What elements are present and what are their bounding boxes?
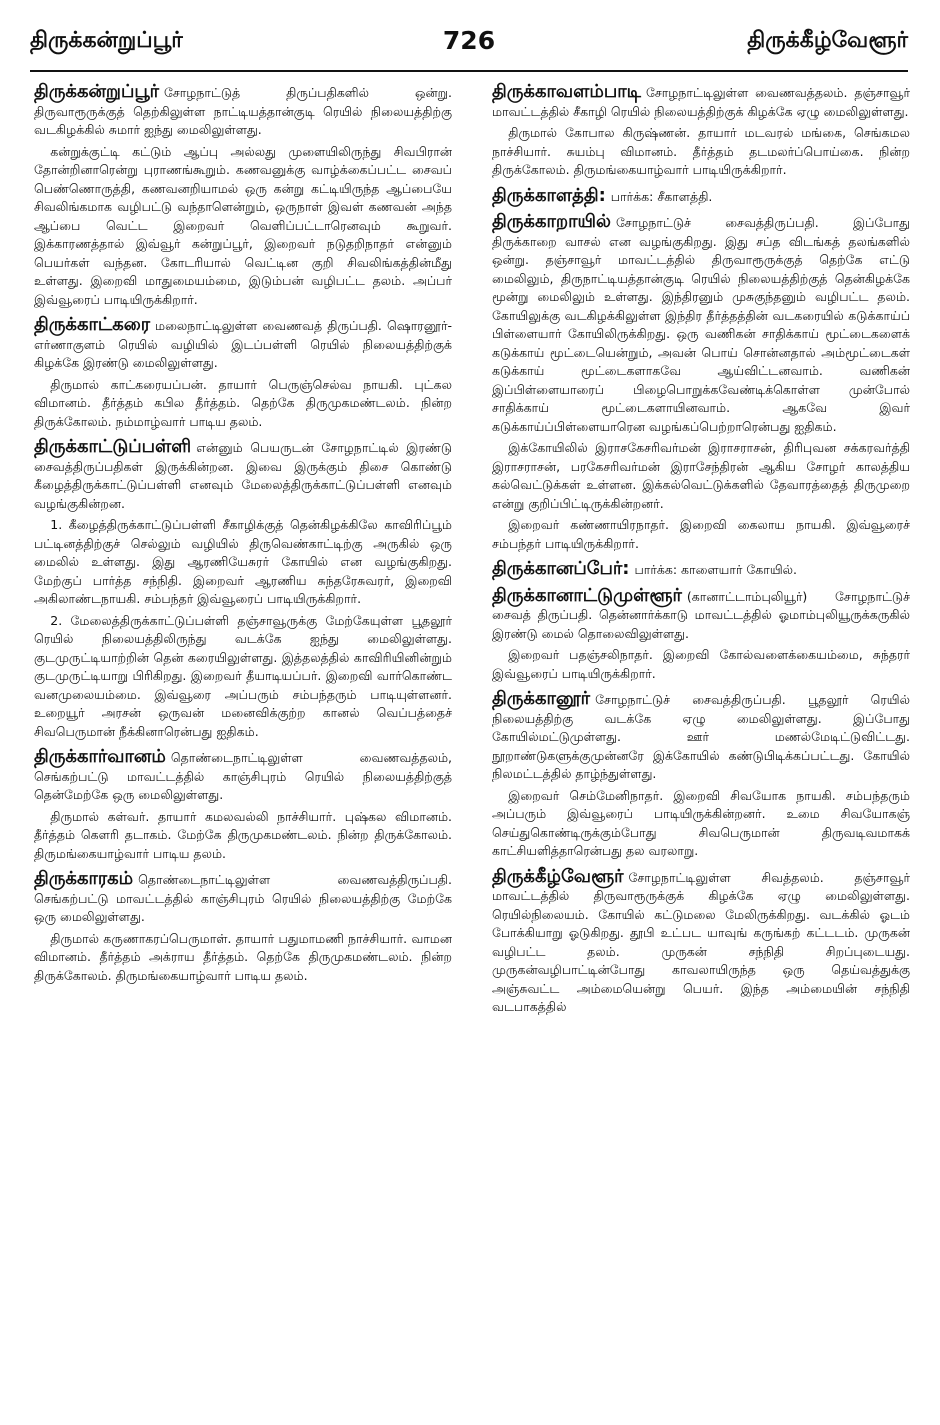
entry-headword: திருக்காட்கரை <box>34 314 151 335</box>
entry-headword: திருக்கன்றுப்பூர் <box>34 82 159 102</box>
entry-paragraph: திருமால் கள்வர். தாயார் கமலவல்லி நாச்சியார். புஷ்கல விமானம். தீர்த்தம் கௌரி தடாகம். மேற்கே திருமுகமண்டலம். நின்ற திருக்கோலம். திருமங்கையாழ்வார் பாடிய தலம். <box>34 808 452 861</box>
entry-paragraph: திருமால் காட்கரையப்பன். தாயார் பெருஞ்செல்வ நாயகி. புட்கல விமானம். தீர்த்தம் கபில தீர்த்தம். தெற்கே திருமுகமண்டலம். நின்ற திருக்கோலம். நம்மாழ்வார் பாடிய தலம். <box>34 376 452 429</box>
entry-headword: திருக்கானூர் <box>492 688 591 709</box>
entry-paragraph <box>492 82 910 121</box>
entry-headword: திருக்கார்வானம் <box>34 746 166 767</box>
entry-headword: திருக்காறாயில் <box>492 211 611 232</box>
entry-text: மலைநாட்டிலுள்ள வைணவத் திருப்பதி. ஷொரனூர்-எர்ணாகுளம் ரெயில் வழியில் இடப்பள்ளி ரெயில் நிலையத்திற்குக் கிழக்கே இரண்டு மைலிலுள்ளது. <box>34 318 452 370</box>
page-header <box>30 12 908 62</box>
entry-paragraph: திருமால் கருணாகரப்பெருமாள். தாயார் பதுமாமணி நாச்சியார். வாமன விமானம். தீர்த்தம் அக்ராய தீர்த்தம். தெற்கே திருமுகமண்டலம். நின்ற திருக்கோலம். திருமங்கையாழ்வார் பாடிய தலம். <box>34 930 452 983</box>
entry-headword: திருக்கீழ்வேளூர் <box>492 865 624 887</box>
entry-text: சோழநாட்டுச் சைவத்திருப்பதி. பூதலூர் ரெயில் நிலையத்திற்கு வடக்கே ஏழு மைலிலுள்ளது. இப்போது கோயில்மட்டுமுள்ளது. ஊர் மணல்மேடிட்டுவிட்டது. நூறாண்டுகளுக்குமுன்னரே இக்கோயில் கண்டுபிடிக்கப்பட்டது. கோயில் நிலமட்டத்தில் தாழ்ந்துள்ளது. <box>492 692 910 781</box>
entry-text: என்னும் பெயருடன் சோழநாட்டில் இரண்டு சைவத்திருப்பதிகள் இருக்கின்றன. இவை இருக்கும் திசை கொண்டு கீழைத்திருக்காட்டுப்பள்ளி எனவும் மேலைத்திருக்காட்டுப்பள்ளி எனவும் வழங்குகின்றன. <box>34 440 452 511</box>
entry-paragraph: இறைவர் பதஞ்சலிநாதர். இறைவி கோல்வளைக்கையம்மை, சுந்தரர் இவ்வூரைப் பாடியிருக்கிறார். <box>492 647 910 681</box>
entry-paragraph <box>492 689 910 784</box>
entry <box>492 212 910 553</box>
entry-text: சோழநாட்டிலுள்ள வைணவத்தலம். தஞ்சாவூர் மாவட்டத்தில் சீகாழி ரெயில் நிலையத்திற்குக் கிழக்கே ஏழு மைலிலுள்ளது. <box>492 85 910 119</box>
header-rule <box>30 70 908 72</box>
page-number: 726 <box>442 26 496 55</box>
entry-paragraph <box>492 212 910 436</box>
entry-text: (கானாட்டாம்புலியூர்) சோழநாட்டுச் சைவத் திருப்பதி. தென்னார்க்காடு மாவட்டத்தில் ஓமாம்புலியூருக்கருகில் இரண்டு மைல் தொலைவிலுள்ளது. <box>492 588 910 641</box>
entry-paragraph: இக்கோயிலில் இராசகேசரிவர்மன் இராசராசன், திரிபுவன சக்கரவர்த்தி இராசராசன், பரகேசரிவர்மன் இராசேந்திரன் ஆகிய சோழர் காலத்திய கல்வெட்டுக்கள் உள்ளன. இக்கல்வெட்டுக்களில் தேவாரத்தைத் திருமுறை என்று குறிப்பிட்டிருக்கின்றனர். <box>492 440 910 511</box>
entry-text: தொண்டைநாட்டிலுள்ள வைணவத்திருப்பதி. செங்கற்பட்டு மாவட்டத்தில் காஞ்சிபுரம் ரெயில் நிலையத்திற்கு மேற்கே ஒரு மைலிலுள்ளது. <box>34 872 452 924</box>
entry-paragraph <box>492 559 910 580</box>
entry <box>34 869 452 985</box>
entry-headword: திருக்காளத்தி: <box>492 184 606 206</box>
entry-paragraph: 2. மேலைத்திருக்காட்டுப்பள்ளி தஞ்சாவூருக்கு மேற்கேயுள்ள பூதலூர் ரெயில் நிலையத்திலிருந்து வடக்கே ஐந்து மைலிலுள்ளது. குடமுருட்டியாற்றின் தென் கரையிலுள்ளது. இத்தலத்தில் காவிரியினின்றும் குடமுருட்டியாறு பிரிகிறது. இறைவர் தீயாடியப்பர். இறைவி வார்கொண்ட வனமுலையம்மை. இவ்வூரை அப்பரும் சம்பந்தரும் பாடியுள்ளனர். உறையூர் அரசன் ஒருவன் மனைவிக்குற்ற கானல் வெப்பத்தைச் சிவபெருமான் நீக்கினாரென்பது ஐதிகம். <box>34 612 452 739</box>
entry-headword: திருக்கானப்பேர்: <box>492 558 630 579</box>
left-column <box>34 82 452 1407</box>
entry-text: சோழநாட்டிலுள்ள சிவத்தலம். தஞ்சாவூர் மாவட்டத்தில் திருவாரூருக்குக் கிழக்கே ஏழு மைலிலுள்ளது. ரெயில்நிலையம். கோயில் கட்டுமலை மேலிருக்கிறது. வடக்கில் ஓடம் போக்கியாறு ஓடுகிறது. தூபி உட்பட யாவுங் கருங்கற் கட்டடம். முருகன் வழிபட்ட தலம். முருகன் சந்நிதி சிறப்புடையது. முருகன்வழிபாட்டின்போது காவலாயிருந்த ஒரு தெய்வத்துக்கு அஞ்சுவட்ட அம்மையென்று பெயர். இந்த அம்மையின் சந்நிதி வடபாகத்தில் <box>492 869 910 1014</box>
entry-headword: திருக்கானாட்டுமுள்ளூர் <box>492 584 682 606</box>
entry <box>492 586 910 684</box>
header-left-headword: திருக்கன்றுப்பூர் <box>30 28 183 53</box>
entry <box>492 559 910 580</box>
entry <box>492 186 910 207</box>
entry-paragraph <box>34 437 452 513</box>
entry-paragraph: கன்றுக்குட்டி கட்டும் ஆப்பு அல்லது முளையிலிருந்து சிவபிரான் தோன்றினாரென்று புராணங்கூறும். கணவனுக்கு வாழ்க்கைப்பட்ட சைவப் பெண்ணொருத்தி, கணவனறியாமல் ஒரு கன்று கட்டியிருந்த ஆப்பையே சிவலிங்கமாக வழிபட்டு வந்தாளென்றும், ஒருநாள் இவள் கணவன் அந்த ஆப்பை வெட்ட இறைவர் வெளிப்பட்டாரெனவும் கூறுவர். இக்காரணத்தால் இவ்வூர் கன்றுப்பூர், இறைவர் நடுதறிநாதர் என்னும் பெயர்கள் வந்தன. கோடரியால் வெட்டின குறி சிவலிங்கத்தின்மீது உள்ளது. இறைவி மாதுமையம்மை, இடும்பன் வழிபட்ட தலம். அப்பர் இவ்வூரைப் பாடியிருக்கிறார். <box>34 143 452 307</box>
entry-paragraph <box>492 186 910 207</box>
entry <box>492 689 910 861</box>
entry-paragraph <box>34 315 452 373</box>
entry <box>34 437 452 741</box>
entry-paragraph <box>492 867 910 1017</box>
entry-text: சோழநாட்டுத் திருப்பதிகளில் ஒன்று. திருவாரூருக்குத் தெற்கிலுள்ள நாட்டியத்தான்குடி ரெயில் நிலையத்திற்கு வடகிழக்கில் சுமார் ஐந்து மைலிலுள்ளது. <box>34 85 452 137</box>
entry-paragraph <box>492 586 910 644</box>
entry-paragraph <box>34 869 452 927</box>
entry-paragraph: இறைவர் செம்மேனிநாதர். இறைவி சிவயோக நாயகி. சம்பந்தரும் அப்பரும் இவ்வூரைப் பாடியிருக்கின்றனர். உமை சிவயோகஞ் செய்துகொண்டிருக்கும்போது சிவபெருமான் திருவடிவமாகக் காட்சியளித்தாரென்பது தல வரலாறு. <box>492 787 910 858</box>
entry-headword: திருக்காட்டுப்பள்ளி <box>34 436 192 457</box>
entry-text: பார்க்க: காளையார் கோயில். <box>634 562 798 577</box>
entry-headword: திருக்காரகம் <box>34 868 134 889</box>
header-right-headword: திருக்கீழ்வேளூர் <box>747 28 908 53</box>
entry <box>34 82 452 309</box>
entry-text: பார்க்க: சீகாளத்தி. <box>610 188 713 204</box>
entry-paragraph <box>34 747 452 805</box>
entry-text: தொண்டைநாட்டிலுள்ள வைணவத்தலம், செங்கற்பட்டு மாவட்டத்தில் காஞ்சிபுரம் ரெயில் நிலையத்திற்குத் தென்மேற்கே ஒரு மைலிலுள்ளது. <box>34 750 452 802</box>
entry-text: சோழநாட்டுச் சைவத்திருப்பதி. இப்போது திருக்காறை வாசல் என வழங்குகிறது. இது சப்த விடங்கத் தலங்களில் ஒன்று. தஞ்சாவூர் மாவட்டத்தில் திருவாரூருக்குத் தெற்கே எட்டு மைலிலும், திருநாட்டியத்தான்குடி ரெயில் நிலையத்திற்குத் தென்கிழக்கே மூன்று மைலிலும் உள்ளது. இந்திரனும் முசுகுந்தனும் வழிபட்ட தலம். கோயிலுக்கு வடகிழக்கிலுள்ள இந்திர தீர்த்தத்தின் வடகரையில் கடுக்காய்ப் பிள்ளையார் கோயிலிருக்கிறது. ஒரு வணிகன் சாதிக்காய் மூட்டைகளைக் கடுக்காய் மூட்டையென்றும், அவன் பொய் சொன்னதால் அம்மூட்டைகள் கடுக்காய் மூட்டைகளாகவே ஆய்விட்டனவாம். வணிகன் இப்பிள்ளையாரைப் பிழைபொறுக்கவேண்டிக்கொள்ள முன்போல் சாதிக்காய் மூட்டைகளாயினவாம். ஆகவே இவர் கடுக்காய்ப்பிள்ளையாரென வழங்கப்பெற்றாரென்பது ஐதிகம். <box>492 215 910 434</box>
entry <box>492 82 910 180</box>
entry <box>34 315 452 431</box>
entry-paragraph <box>34 82 452 140</box>
entry-paragraph: திருமால் கோபால கிருஷ்ணன். தாயார் மடவரல் மங்கை, செங்கமல நாச்சியார். சுயம்பு விமானம். தீர்த்தம் தடமலர்ப்பொய்கை. நின்ற திருக்கோலம். திருமங்கையாழ்வார் பாடியிருக்கிறார். <box>492 125 910 177</box>
entry-paragraph: இறைவர் கண்ணாயிரநாதர். இறைவி கைலாய நாயகி. இவ்வூரைச் சம்பந்தர் பாடியிருக்கிறார். <box>492 517 910 551</box>
right-column <box>492 82 910 1407</box>
entry <box>34 747 452 863</box>
entry-headword: திருக்காவளம்பாடி <box>492 82 641 102</box>
entry <box>492 867 910 1017</box>
entry-paragraph: 1. கீழைத்திருக்காட்டுப்பள்ளி சீகாழிக்குத் தென்கிழக்கிலே காவிரிப்பூம் பட்டினத்திற்குச் செல்லும் வழியில் திருவெண்காட்டிற்கு அருகில் ஒரு மைலில் உள்ளது. இது ஆரணியேசுரர் கோயில் என வழங்குகிறது. மேற்குப் பார்த்த சந்நிதி. இறைவர் ஆரணிய சுந்தரேசுவரர், இறைவி அகிலாண்டநாயகி. சம்பந்தர் இவ்வூரைப் பாடியிருக்கிறார். <box>34 517 452 606</box>
